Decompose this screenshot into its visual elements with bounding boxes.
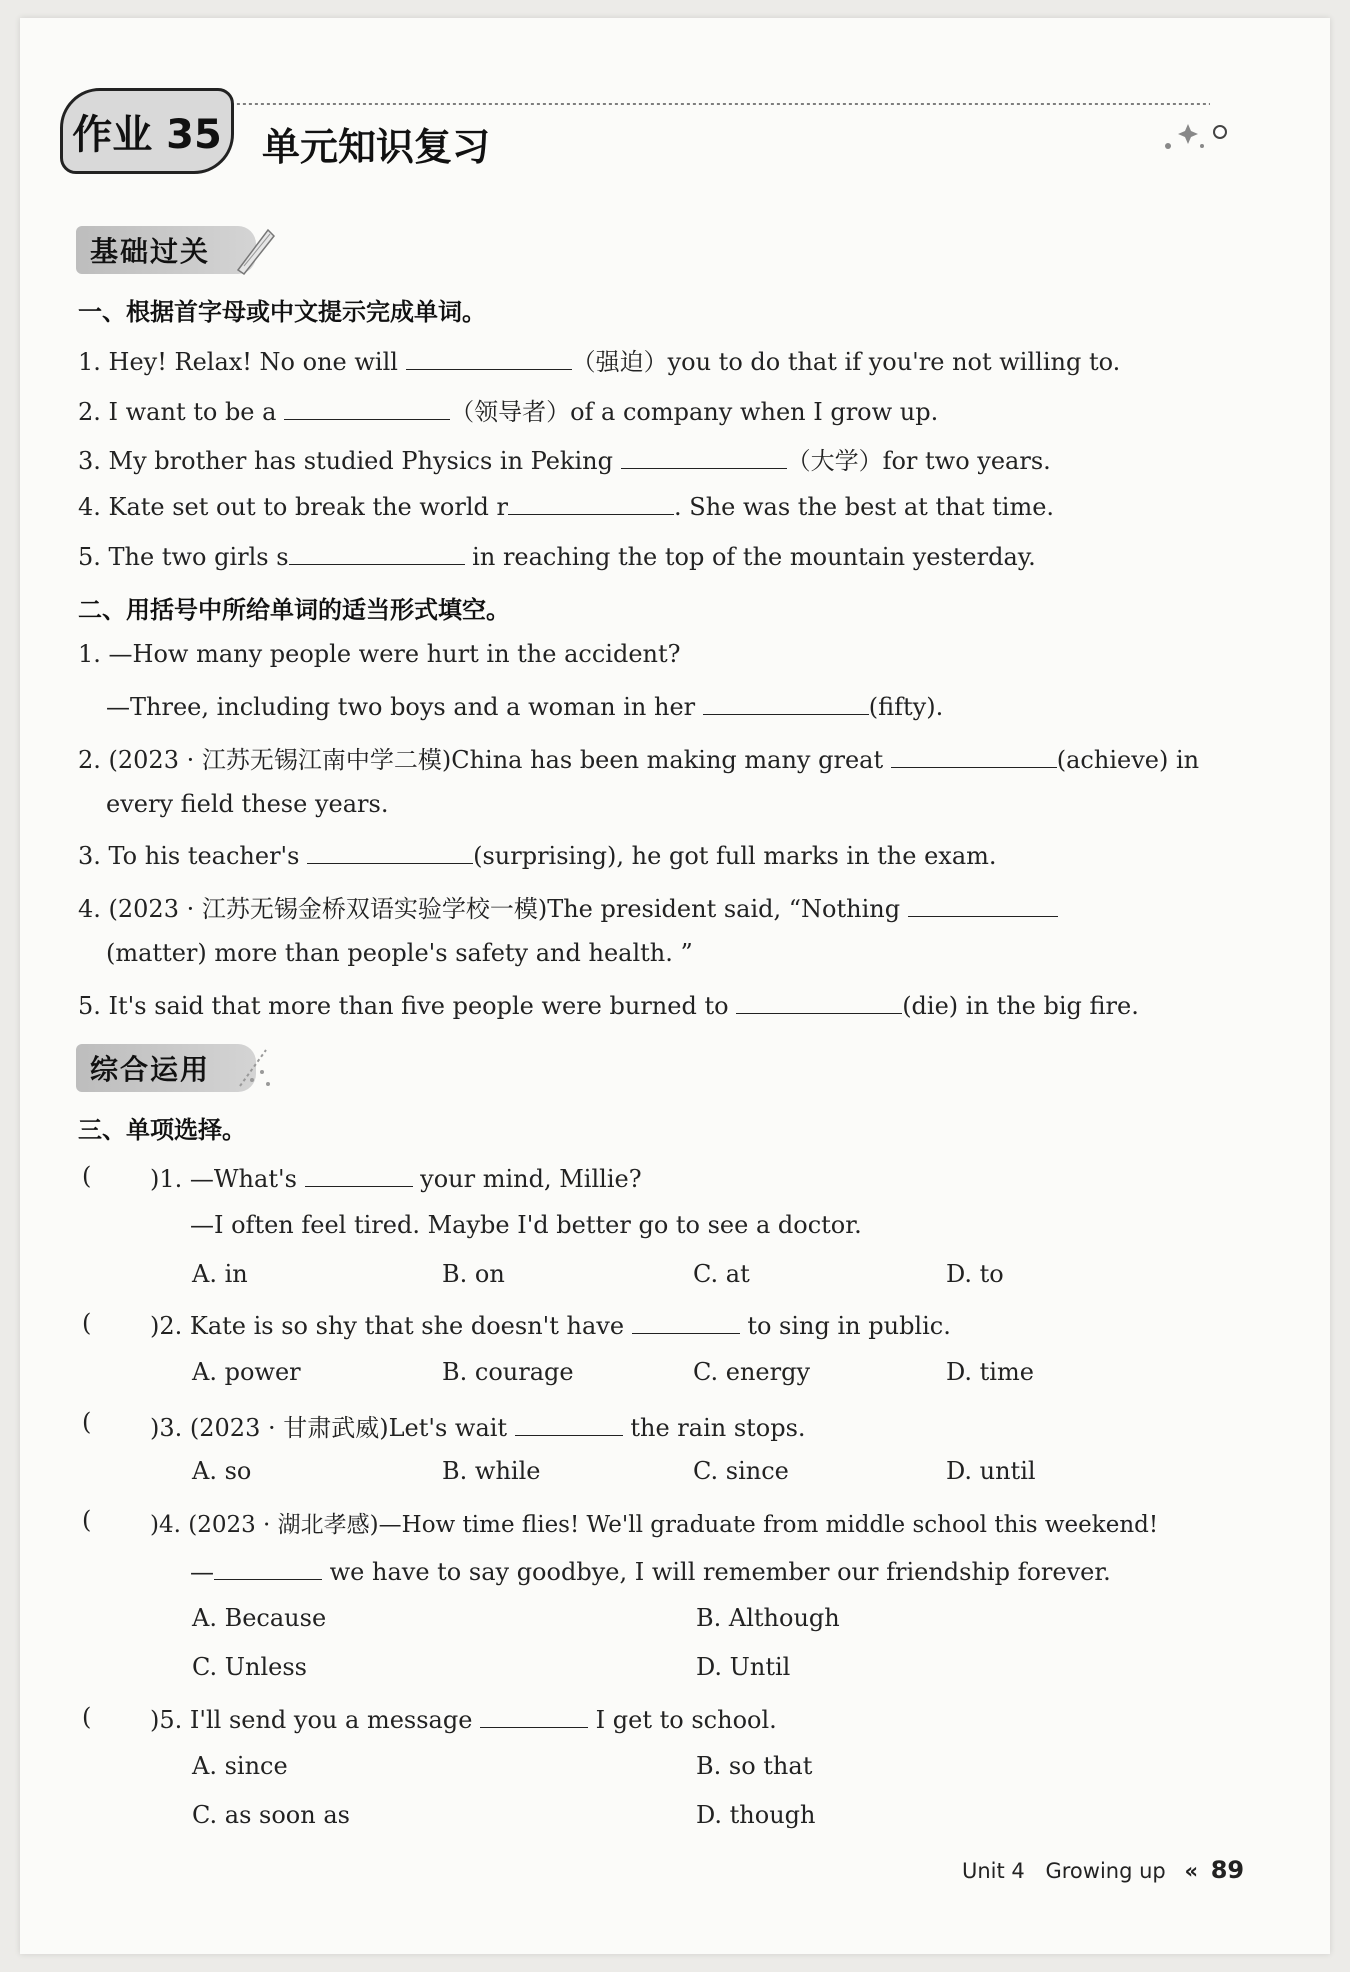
- option-d[interactable]: D. to: [946, 1260, 1004, 1288]
- option-a[interactable]: A. power: [192, 1358, 301, 1386]
- part2-question-2-cont: every field these years.: [106, 790, 389, 818]
- answer-paren[interactable]: (: [82, 1309, 92, 1337]
- option-a[interactable]: A. since: [192, 1752, 288, 1780]
- answer-paren[interactable]: (: [82, 1408, 92, 1436]
- part3-question-4: )4. (2023 · 湖北孝感)—How time flies! We'll graduate from middle school this weekend!: [150, 1512, 1159, 1538]
- answer-blank: [480, 1703, 588, 1728]
- part2-q5-text-b: (die) in the big fire.: [902, 992, 1139, 1020]
- part2-question-4-cont: (matter) more than people's safety and health. ”: [106, 939, 693, 967]
- section-tag-basic: 基础过关: [76, 226, 256, 274]
- part3-question-5: [150, 1703, 777, 1734]
- part2-question-1: 1. —How many people were hurt in the accident?: [78, 640, 681, 668]
- part2-q1-text-b: —Three, including two boys and a woman in her: [106, 693, 703, 721]
- part3-question-1: [150, 1162, 642, 1193]
- part2-q4-text-a: 4. (2023 · 江苏无锡金桥双语实验学校一模)The president said, “Nothing: [78, 895, 908, 923]
- part2-question-3: [78, 839, 997, 870]
- part1-q4-text-a: 4. Kate set out to break the world r: [78, 493, 508, 521]
- part2-q2-text-b: (achieve) in: [1056, 746, 1200, 774]
- part3-q4-text-b: —: [190, 1558, 214, 1586]
- part2-q5-text-a: 5. It's said that more than five people were burned to: [78, 992, 737, 1020]
- option-a[interactable]: A. so: [192, 1457, 252, 1485]
- part1-q1-text-b: （强迫）you to do that if you're not willing to.: [571, 348, 1121, 376]
- option-b[interactable]: B. so that: [696, 1752, 813, 1780]
- part3-heading: 三、单项选择。: [78, 1116, 246, 1144]
- answer-blank: [214, 1555, 322, 1580]
- answer-paren[interactable]: (: [82, 1703, 92, 1731]
- part3-question-3: [150, 1408, 806, 1443]
- option-a[interactable]: A. in: [192, 1260, 248, 1288]
- answer-blank[interactable]: [621, 444, 787, 469]
- part3-q2-text-b: to sing in public.: [739, 1312, 951, 1340]
- page-title: 单元知识复习: [262, 125, 491, 169]
- answer-paren[interactable]: (: [82, 1162, 92, 1190]
- part3-q5-text-b: I get to school.: [588, 1706, 777, 1734]
- option-c[interactable]: C. Unless: [192, 1653, 307, 1681]
- part2-q2-text-a: 2. (2023 · 江苏无锡江南中学二模)China has been making many great: [78, 746, 891, 774]
- option-d[interactable]: D. though: [696, 1801, 816, 1829]
- option-b[interactable]: B. courage: [442, 1358, 574, 1386]
- sparkle-icon: [232, 1042, 276, 1094]
- answer-blank[interactable]: [307, 839, 473, 864]
- part1-q2-text-a: 2. I want to be a: [78, 398, 285, 426]
- option-d[interactable]: D. Until: [696, 1653, 791, 1681]
- option-b[interactable]: B. on: [442, 1260, 505, 1288]
- part3-q1-text-a: )1. —What's: [150, 1165, 305, 1193]
- option-c[interactable]: C. since: [693, 1457, 789, 1485]
- answer-blank[interactable]: [908, 892, 1058, 917]
- part1-question-1: [78, 342, 1120, 377]
- page-number: 89: [1210, 1856, 1245, 1884]
- part3-q3-text-b: the rain stops.: [622, 1414, 806, 1442]
- part1-q2-text-b: （领导者）of a company when I grow up.: [450, 398, 939, 426]
- option-c[interactable]: C. energy: [693, 1358, 811, 1386]
- answer-blank[interactable]: [289, 540, 465, 565]
- footer-unit: Unit 4: [962, 1859, 1025, 1883]
- option-d[interactable]: D. until: [946, 1457, 1036, 1485]
- part1-q4-text-b: . She was the best at that time.: [674, 493, 1055, 521]
- option-b[interactable]: B. Although: [696, 1604, 840, 1632]
- pencil-icon: [232, 224, 276, 276]
- part2-question-2: [78, 740, 1199, 775]
- part1-q3-text-b: （大学）for two years.: [786, 447, 1051, 475]
- part2-question-4: [78, 889, 1058, 924]
- part2-q3-text-a: 3. To his teacher's: [78, 842, 308, 870]
- answer-blank[interactable]: [703, 690, 869, 715]
- footer-unit-title: Growing up: [1045, 1859, 1166, 1883]
- answer-blank: [305, 1162, 413, 1187]
- part3-question-2: [150, 1309, 951, 1340]
- answer-blank[interactable]: [891, 743, 1057, 768]
- part2-q1-text-c: (fifty).: [868, 693, 944, 721]
- part1-question-3: [78, 441, 1051, 476]
- option-d[interactable]: D. time: [946, 1358, 1034, 1386]
- answer-blank: [515, 1411, 623, 1436]
- part3-q3-text-a: )3. (2023 · 甘肃武威)Let's wait: [150, 1414, 515, 1442]
- part2-q3-text-b: (surprising), he got full marks in the exam.: [473, 842, 997, 870]
- part3-q1-text-b: your mind, Millie?: [412, 1165, 642, 1193]
- part1-q3-text-a: 3. My brother has studied Physics in Peking: [78, 447, 621, 475]
- part1-q5-text-b: in reaching the top of the mountain yesterday.: [464, 543, 1036, 571]
- part1-q5-text-a: 5. The two girls s: [78, 543, 289, 571]
- part1-q1-text-a: 1. Hey! Relax! No one will: [78, 348, 406, 376]
- part3-q5-text-a: )5. I'll send you a message: [150, 1706, 481, 1734]
- part1-question-2: [78, 392, 938, 427]
- part1-question-4: [78, 490, 1054, 521]
- option-a[interactable]: A. Because: [192, 1604, 327, 1632]
- option-c[interactable]: C. as soon as: [192, 1801, 350, 1829]
- part2-question-1-reply: [106, 690, 943, 721]
- assignment-badge: 作业 35: [60, 88, 234, 174]
- part3-question-1-reply: —I often feel tired. Maybe I'd better go to see a doctor.: [190, 1211, 862, 1239]
- answer-paren[interactable]: (: [82, 1506, 92, 1534]
- double-chevron-left-icon: «: [1184, 1859, 1199, 1883]
- section-tag-integrated: 综合运用: [76, 1044, 256, 1092]
- answer-blank: [632, 1309, 740, 1334]
- option-c[interactable]: C. at: [693, 1260, 750, 1288]
- answer-blank[interactable]: [736, 989, 902, 1014]
- part2-heading: 二、用括号中所给单词的适当形式填空。: [78, 596, 510, 624]
- answer-blank[interactable]: [406, 345, 572, 370]
- part1-heading: 一、根据首字母或中文提示完成单词。: [78, 298, 486, 326]
- part3-q2-text-a: )2. Kate is so shy that she doesn't have: [150, 1312, 632, 1340]
- part3-q4-text-c: we have to say goodbye, I will remember our friendship forever.: [322, 1558, 1111, 1586]
- page-footer: [962, 1856, 1244, 1884]
- answer-blank[interactable]: [284, 395, 450, 420]
- part3-question-4-reply: [190, 1555, 1111, 1586]
- answer-blank[interactable]: [508, 490, 674, 515]
- part2-question-5: [78, 989, 1139, 1020]
- part1-question-5: [78, 540, 1036, 571]
- option-b[interactable]: B. while: [442, 1457, 541, 1485]
